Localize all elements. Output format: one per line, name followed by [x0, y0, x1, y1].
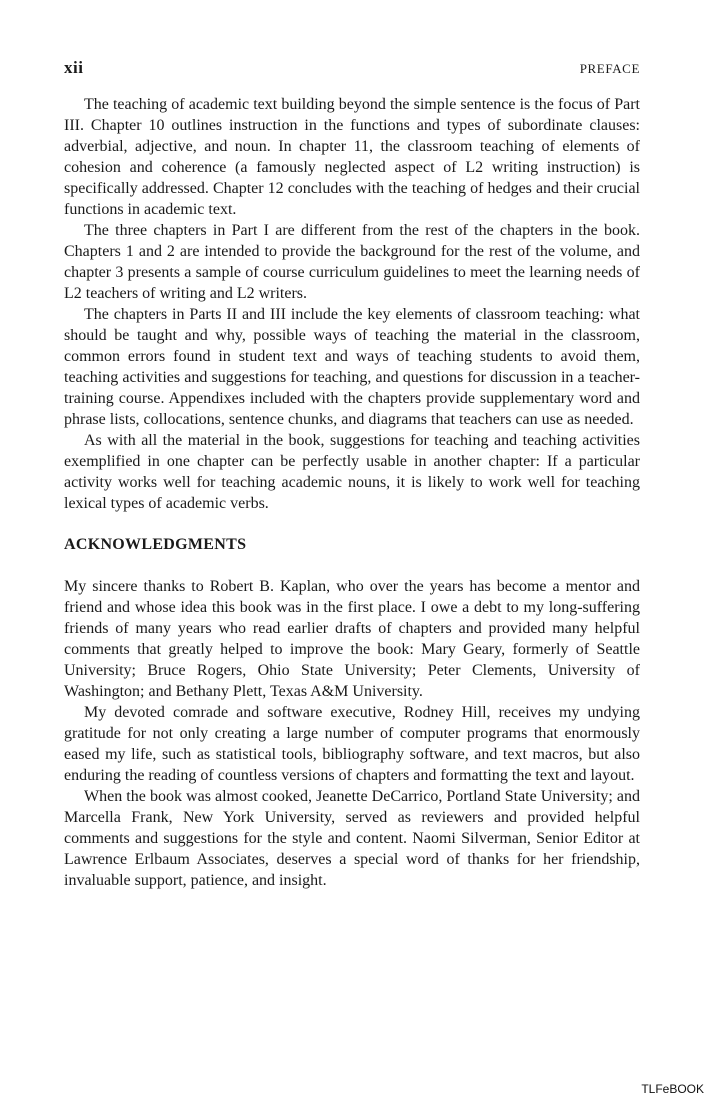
- running-title: PREFACE: [579, 61, 640, 76]
- preface-paragraph: The teaching of academic text building beyond the simple sentence is the focus of Part III. Chapter 10 outlines instruction in the functions and types of subordinate clauses: adverbial, adjective, and noun. In chapter 11, the classroom teaching of elements of cohesion and coherence (a famously neglected aspect of L2 writing instruction) is specifically addressed. Chapter 12 concludes with the teaching of hedges and their crucial functions in academic text.: [64, 96, 640, 218]
- acknowledgments-paragraph: My sincere thanks to Robert B. Kaplan, who over the years has become a mentor and friend and whose idea this book was in the first place. I owe a debt to my long-suffering friends of many years who read earlier drafts of chapters and provided many helpful comments that greatly helped to improve the book: Mary Geary, formerly of Seattle University; Bruce Rogers, Ohio State University; Peter Clements, University of Washington; and Bethany Plett, Texas A&M University.: [64, 578, 640, 700]
- book-page: [64, 58, 640, 891]
- preface-paragraph: The chapters in Parts II and III include the key elements of classroom teaching: what should be taught and why, possible ways of teaching the material in the classroom, common errors found in student text and ways of teaching students to avoid them, teaching activities and suggestions for teaching, and questions for discussion in a teacher-training course. Appendixes included with the chapters provide supplementary word and phrase lists, collocations, sentence chunks, and diagrams that teachers can use as needed.: [64, 306, 640, 428]
- page-number: xii: [64, 58, 84, 77]
- preface-body: [64, 94, 640, 514]
- running-head: [64, 58, 640, 82]
- preface-paragraph: As with all the material in the book, suggestions for teaching and teaching activities exemplified in one chapter can be perfectly usable in another chapter: If a particular activity works well for teaching academic nouns, it is likely to work well for teaching lexical types of academic verbs.: [64, 432, 640, 512]
- acknowledgments-paragraph: When the book was almost cooked, Jeanette DeCarrico, Portland State University; and Marcella Frank, New York University, served as reviewers and provided helpful comments and suggestions for the style and content. Naomi Silverman, Senior Editor at Lawrence Erlbaum Associates, deserves a special word of thanks for her friendship, invaluable support, patience, and insight.: [64, 788, 640, 889]
- section-heading: ACKNOWLEDGMENTS: [64, 536, 247, 553]
- acknowledgments-paragraph: My devoted comrade and software executive, Rodney Hill, receives my undying gratitude for not only creating a large number of computer programs that enormously eased my life, such as statistical tools, bibliography software, and text macros, but also enduring the reading of countless versions of chapters and formatting the text and layout.: [64, 704, 640, 784]
- preface-paragraph: The three chapters in Part I are different from the rest of the chapters in the book. Chapters 1 and 2 are intended to provide the background for the rest of the volume, and chapter 3 presents a sample of course curriculum guidelines to meet the learning needs of L2 teachers of writing and L2 writers.: [64, 222, 640, 302]
- acknowledgments-body: [64, 576, 640, 891]
- watermark-label: TLFeBOOK: [641, 1082, 704, 1096]
